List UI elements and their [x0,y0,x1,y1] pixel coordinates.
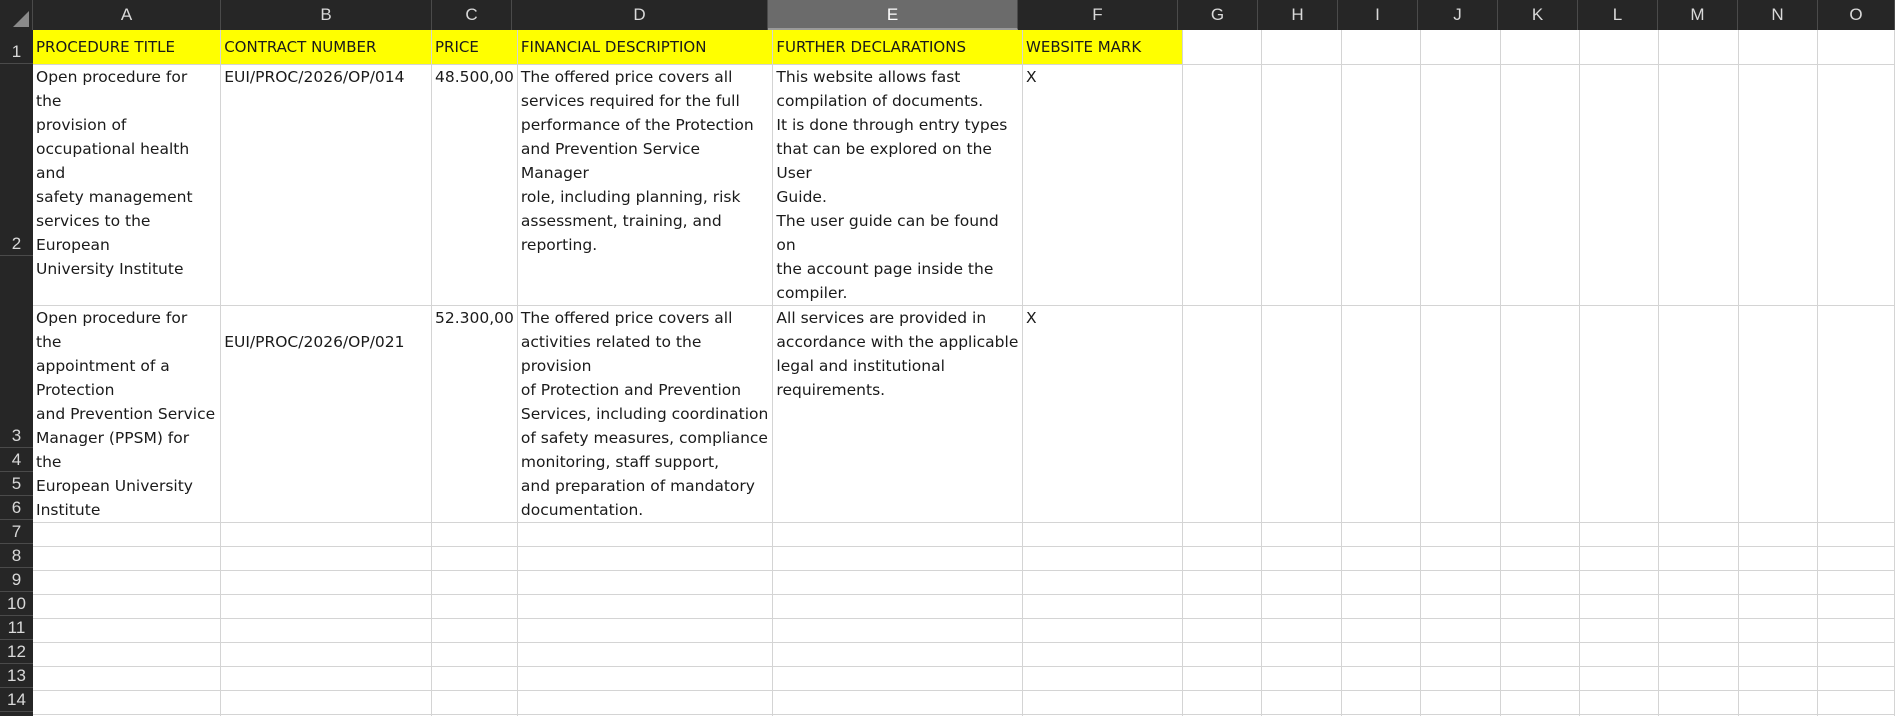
cell-a2[interactable]: Open procedure for the provision of occupational health and safety management services to the European University Institute [33,65,221,306]
cell-f3[interactable]: X [1023,306,1183,523]
cell[interactable] [517,619,773,643]
column-header-i[interactable]: I [1338,0,1418,30]
row-header-2[interactable]: 2 [0,64,33,256]
cell[interactable] [1023,619,1183,643]
cell[interactable] [773,595,1023,619]
cell[interactable] [1738,65,1817,306]
cell[interactable] [432,619,518,643]
cell[interactable] [1500,65,1579,306]
cell[interactable] [33,571,221,595]
cell[interactable] [1421,547,1500,571]
cell[interactable] [1500,595,1579,619]
cell[interactable] [1182,306,1261,523]
cell[interactable] [1421,667,1500,691]
cell-f2[interactable]: X [1023,65,1183,306]
column-header-f[interactable]: F [1018,0,1178,30]
cell[interactable] [1262,523,1341,547]
cell[interactable] [1262,595,1341,619]
row-header-7[interactable]: 7 [0,520,33,544]
cell-b3[interactable]: EUI/PROC/2026/OP/021 [221,306,432,523]
cell[interactable] [1580,306,1659,523]
cell[interactable] [221,667,432,691]
table-row [33,547,1895,571]
row-header-13[interactable]: 13 [0,664,33,688]
cell[interactable] [1182,30,1261,65]
cell[interactable] [33,691,221,715]
table-row [33,30,1895,65]
cell[interactable] [1818,643,1895,667]
cell[interactable] [1580,619,1659,643]
row-header-12[interactable]: 12 [0,640,33,664]
cell[interactable] [1262,691,1341,715]
cell[interactable] [1659,619,1738,643]
cell[interactable] [1421,306,1500,523]
cell[interactable] [1182,691,1261,715]
cell[interactable] [1262,643,1341,667]
column-header-c[interactable]: C [432,0,512,30]
table-row [33,643,1895,667]
cell[interactable] [1818,547,1895,571]
cell[interactable] [1818,65,1895,306]
column-header-k[interactable]: K [1498,0,1578,30]
cell[interactable] [432,571,518,595]
cell[interactable] [33,595,221,619]
cell[interactable] [1659,30,1738,65]
cell[interactable] [1818,595,1895,619]
cell[interactable] [1659,306,1738,523]
column-header-n[interactable]: N [1738,0,1818,30]
table-row [33,571,1895,595]
cell[interactable] [1500,691,1579,715]
cell[interactable] [1580,65,1659,306]
cell[interactable] [1182,595,1261,619]
cell[interactable] [1580,30,1659,65]
cell[interactable] [1738,30,1817,65]
cell[interactable] [1580,643,1659,667]
column-header-g[interactable]: G [1178,0,1258,30]
row-header-5[interactable]: 5 [0,472,33,496]
cell[interactable] [773,523,1023,547]
cell[interactable] [1500,571,1579,595]
cell[interactable] [517,571,773,595]
cell[interactable] [1500,667,1579,691]
cell[interactable] [1818,667,1895,691]
cell[interactable] [1182,65,1261,306]
cell[interactable] [33,547,221,571]
cell[interactable] [1500,523,1579,547]
cell[interactable] [221,643,432,667]
cell[interactable] [1421,643,1500,667]
row-header-6[interactable]: 6 [0,496,33,520]
column-header-a[interactable]: A [33,0,221,30]
table-row [33,619,1895,643]
cell[interactable] [1182,571,1261,595]
table-row [33,306,1895,523]
cell-c1[interactable]: PRICE [432,30,518,65]
cell[interactable] [1580,523,1659,547]
cell[interactable] [1182,643,1261,667]
cell[interactable] [1341,691,1420,715]
cell[interactable] [1500,30,1579,65]
cell[interactable] [517,547,773,571]
cell[interactable] [1182,667,1261,691]
cell[interactable] [221,691,432,715]
cell[interactable] [432,595,518,619]
cell-b1[interactable]: CONTRACT NUMBER [221,30,432,65]
column-header-o[interactable]: O [1818,0,1895,30]
table-row [33,65,1895,306]
cell-d2[interactable]: The offered price covers all services required for the full performance of the Protection and Prevention Service Manager role, including planning, risk assessment, training, and reporting. [517,65,773,306]
column-header-j[interactable]: J [1418,0,1498,30]
cell-e2[interactable]: This website allows fast compilation of documents. It is done through entry types that can be explored on the User Guide. The user guide can be found on the account page inside the compiler. [773,65,1023,306]
cell-e1[interactable]: FURTHER DECLARATIONS [773,30,1023,65]
cell[interactable] [1341,547,1420,571]
cell-d3[interactable]: The offered price covers all activities related to the provision of Protection and Prevention Services, including coordination of safety measures, compliance monitoring, staff support, and preparation of mandatory documentation. [517,306,773,523]
cell[interactable] [1500,619,1579,643]
cell[interactable] [773,691,1023,715]
cell[interactable] [1818,571,1895,595]
cell[interactable] [1421,619,1500,643]
cell[interactable] [517,595,773,619]
cell[interactable] [33,523,221,547]
cell[interactable] [1023,691,1183,715]
cell[interactable] [432,643,518,667]
row-header-9[interactable]: 9 [0,568,33,592]
cell[interactable] [1421,691,1500,715]
cell[interactable] [1659,595,1738,619]
cell[interactable] [1023,643,1183,667]
cell[interactable] [1659,571,1738,595]
cell[interactable] [1738,619,1817,643]
cell[interactable] [221,595,432,619]
cell[interactable] [1738,643,1817,667]
cell[interactable] [1262,30,1341,65]
cell[interactable] [1262,667,1341,691]
table-row [33,667,1895,691]
cell[interactable] [432,547,518,571]
cell[interactable] [1659,523,1738,547]
column-header-m[interactable]: M [1658,0,1738,30]
cell[interactable] [1580,667,1659,691]
cell[interactable] [773,571,1023,595]
cell[interactable] [1262,306,1341,523]
cell[interactable] [1262,571,1341,595]
cell[interactable] [1341,65,1420,306]
cell-c2[interactable]: 48.500,00 [432,65,518,306]
column-header-l[interactable]: L [1578,0,1658,30]
table-row [33,595,1895,619]
cell[interactable] [221,523,432,547]
cell[interactable] [1421,30,1500,65]
cell[interactable] [1341,595,1420,619]
cell[interactable] [1023,547,1183,571]
cell[interactable] [1818,306,1895,523]
cell[interactable] [517,523,773,547]
cell[interactable] [1341,306,1420,523]
cell[interactable] [1341,30,1420,65]
cell[interactable] [1341,523,1420,547]
cell[interactable] [1182,547,1261,571]
select-all-corner[interactable] [0,0,33,30]
cell[interactable] [1341,619,1420,643]
cell-f1[interactable]: WEBSITE MARK [1023,30,1183,65]
cell[interactable] [432,523,518,547]
cell-grid [33,30,1895,716]
cell[interactable] [1023,523,1183,547]
cell[interactable] [1341,643,1420,667]
cell[interactable] [1262,619,1341,643]
cell[interactable] [1738,667,1817,691]
cell[interactable] [1580,595,1659,619]
column-header-b[interactable]: B [221,0,432,30]
cell[interactable] [773,667,1023,691]
cell[interactable] [773,643,1023,667]
cell[interactable] [1738,595,1817,619]
cell[interactable] [1659,65,1738,306]
cell[interactable] [1738,547,1817,571]
cell[interactable] [1500,547,1579,571]
cell[interactable] [517,643,773,667]
select-all-triangle-icon [13,11,29,27]
cell-d1[interactable]: FINANCIAL DESCRIPTION [517,30,773,65]
row-header-8[interactable]: 8 [0,544,33,568]
cell[interactable] [1421,595,1500,619]
column-header-e[interactable]: E [768,0,1018,30]
column-header-h[interactable]: H [1258,0,1338,30]
cell[interactable] [1182,619,1261,643]
cell[interactable] [1262,65,1341,306]
cell-b2[interactable]: EUI/PROC/2026/OP/014 [221,65,432,306]
row-header-10[interactable]: 10 [0,592,33,616]
cell[interactable] [33,643,221,667]
cell[interactable] [1182,523,1261,547]
cell[interactable] [1421,571,1500,595]
cell[interactable] [1580,571,1659,595]
cell[interactable] [1738,306,1817,523]
cell[interactable] [1659,643,1738,667]
cell[interactable] [221,547,432,571]
cell[interactable] [432,667,518,691]
cell[interactable] [1818,30,1895,65]
cell[interactable] [1023,571,1183,595]
cell[interactable] [1738,523,1817,547]
cell[interactable] [1738,571,1817,595]
cell-a3[interactable]: Open procedure for the appointment of a Protection and Prevention Service Manager (PPSM) for the European University Institute [33,306,221,523]
row-header-11[interactable]: 11 [0,616,33,640]
table-row [33,691,1895,715]
cell[interactable] [33,667,221,691]
row-header-3[interactable]: 3 [0,256,33,448]
cell[interactable] [1023,667,1183,691]
cell[interactable] [773,619,1023,643]
cell-a1[interactable]: PROCEDURE TITLE [33,30,221,65]
cell[interactable] [517,667,773,691]
cell[interactable] [221,619,432,643]
cell[interactable] [1421,65,1500,306]
cell[interactable] [1341,571,1420,595]
cell[interactable] [1341,667,1420,691]
cell[interactable] [33,619,221,643]
row-header-4[interactable]: 4 [0,448,33,472]
cell[interactable] [1818,619,1895,643]
cell[interactable] [221,571,432,595]
cell[interactable] [1818,691,1895,715]
column-header-bar [0,0,1895,30]
cell[interactable] [1738,691,1817,715]
cell[interactable] [1421,523,1500,547]
cell[interactable] [773,547,1023,571]
cell[interactable] [1580,547,1659,571]
cell[interactable] [1659,667,1738,691]
column-header-d[interactable]: D [512,0,768,30]
cell-c3[interactable]: 52.300,00 [432,306,518,523]
cell[interactable] [1659,691,1738,715]
cell[interactable] [1500,306,1579,523]
cell-e3[interactable]: All services are provided in accordance with the applicable legal and institutional requirements. [773,306,1023,523]
cell[interactable] [1500,643,1579,667]
cell[interactable] [1818,523,1895,547]
cell[interactable] [1023,595,1183,619]
cell[interactable] [1659,547,1738,571]
cell[interactable] [432,691,518,715]
cell[interactable] [1262,547,1341,571]
row-header-1[interactable]: 1 [0,30,33,64]
table-row [33,523,1895,547]
row-header-14[interactable]: 14 [0,688,33,712]
empty-rows [33,523,1895,716]
cell[interactable] [517,691,773,715]
row-header-bar [0,30,33,716]
cell[interactable] [1580,691,1659,715]
